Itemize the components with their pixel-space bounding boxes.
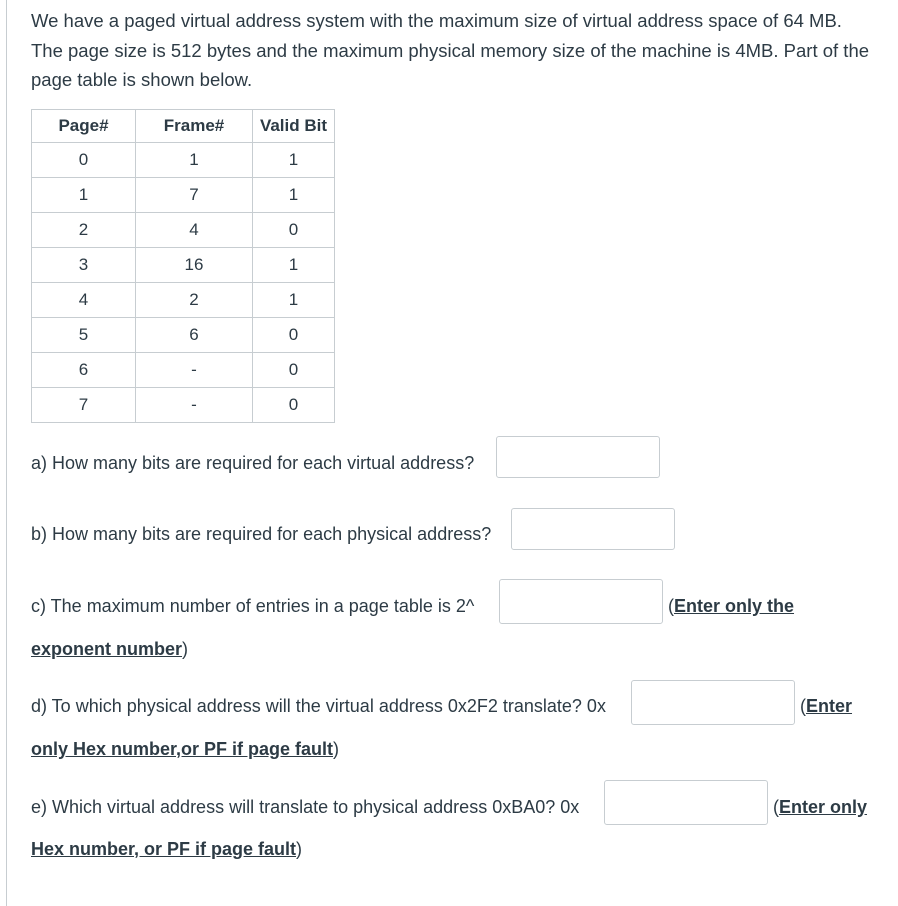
cell-frame: 6 [136, 318, 253, 353]
question-intro: We have a paged virtual address system with the maximum size of virtual address space of 64 MB. The page size is 512 bytes and the maximum physical memory size of the machine is 4MB. Part of the page table is shown below. [31, 10, 870, 90]
cell-page: 0 [32, 143, 136, 178]
header-page: Page# [32, 110, 136, 143]
cell-page: 6 [32, 353, 136, 388]
paren-close: ) [296, 839, 303, 859]
table-row [32, 283, 335, 318]
answer-c-input[interactable] [499, 579, 663, 624]
question-b-text: b) How many bits are required for each physical address? [31, 524, 492, 544]
cell-page: 5 [32, 318, 136, 353]
cell-frame: 1 [136, 143, 253, 178]
answer-b-input[interactable] [511, 508, 675, 550]
hint-e-text-1: Enter only [779, 797, 868, 817]
answer-a-input[interactable] [496, 436, 660, 478]
answer-e-input[interactable] [604, 780, 768, 825]
table-row [32, 318, 335, 353]
cell-frame: - [136, 353, 253, 388]
paren-close: ) [333, 739, 340, 759]
cell-frame: 16 [136, 248, 253, 283]
header-frame: Frame# [136, 110, 253, 143]
cell-valid: 0 [253, 353, 335, 388]
table-row [32, 213, 335, 248]
cell-frame: 7 [136, 178, 253, 213]
question-d-text: d) To which physical address will the virtual address 0x2F2 translate? 0x [31, 696, 606, 716]
question-a-text: a) How many bits are required for each virtual address? [31, 453, 475, 473]
cell-page: 1 [32, 178, 136, 213]
question-e-text: e) Which virtual address will translate to physical address 0xBA0? 0x [31, 797, 580, 817]
question-d-hint-line2 [31, 739, 339, 759]
table-row [32, 178, 335, 213]
table-row [32, 248, 335, 283]
question-d-hint-line1 [800, 696, 852, 716]
table-row [32, 353, 335, 388]
cell-valid: 0 [253, 388, 335, 423]
hint-c-text-1: Enter only the [674, 596, 795, 616]
cell-valid: 1 [253, 143, 335, 178]
cell-valid: 1 [253, 248, 335, 283]
cell-valid: 0 [253, 318, 335, 353]
paren-open: ( [668, 596, 674, 616]
cell-page: 2 [32, 213, 136, 248]
cell-frame: - [136, 388, 253, 423]
question-e-hint-line2 [31, 839, 302, 859]
hint-d-text-2: only Hex number,or PF if page fault [31, 739, 334, 759]
cell-valid: 0 [253, 213, 335, 248]
cell-page: 4 [32, 283, 136, 318]
cell-frame: 4 [136, 213, 253, 248]
cell-frame: 2 [136, 283, 253, 318]
question-c-hint-line1 [668, 596, 794, 616]
hint-c-text-2: exponent number [31, 639, 183, 659]
cell-valid: 1 [253, 283, 335, 318]
question-e-hint-line1 [773, 797, 867, 817]
answer-d-input[interactable] [631, 680, 795, 725]
cell-page: 3 [32, 248, 136, 283]
table-row [32, 143, 335, 178]
header-valid-bit: Valid Bit [253, 110, 335, 143]
page-table [31, 109, 335, 423]
hint-d-text-1: Enter [806, 696, 853, 716]
table-row [32, 388, 335, 423]
question-c-hint-line2 [31, 639, 188, 659]
hint-e-text-2: Hex number, or PF if page fault [31, 839, 297, 859]
cell-valid: 1 [253, 178, 335, 213]
paren-open: ( [800, 696, 806, 716]
page-table-header-row [32, 110, 335, 143]
paren-close: ) [182, 639, 189, 659]
cell-page: 7 [32, 388, 136, 423]
paren-open: ( [773, 797, 779, 817]
question-c-text: c) The maximum number of entries in a page table is 2^ [31, 596, 475, 616]
